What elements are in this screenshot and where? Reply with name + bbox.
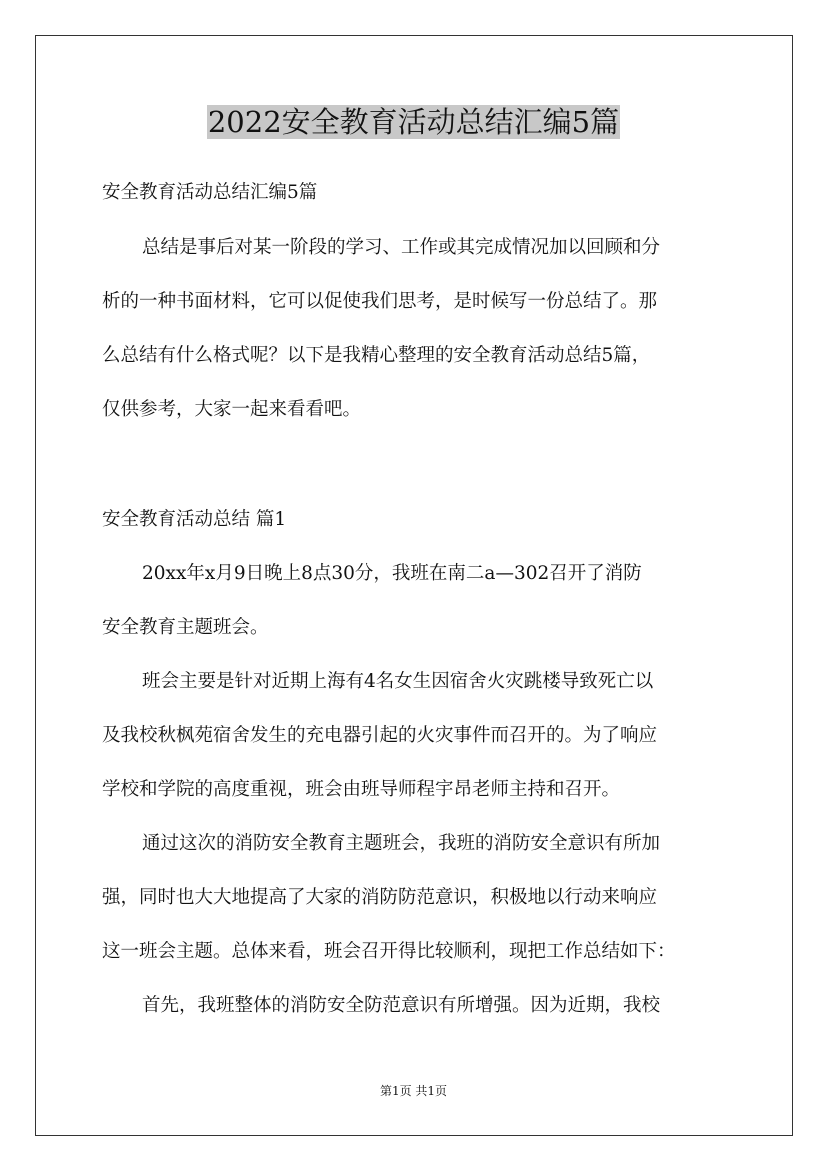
intro-line: 么总结有什么格式呢？以下是我精心整理的安全教育活动总结5篇， [102, 345, 651, 366]
page-footer: 第1页 共1页 [379, 1084, 448, 1098]
section-heading: 安全教育活动总结 篇1 [102, 509, 287, 530]
paragraph-line: 首先，我班整体的消防安全防范意识有所增强。因为近期，我校 [142, 995, 661, 1016]
intro-line: 仅供参考，大家一起来看看吧。 [102, 399, 362, 420]
paragraph-line: 通过这次的消防安全教育主题班会，我班的消防安全意识有所加 [142, 833, 661, 854]
intro-line: 析的一种书面材料，它可以促使我们思考，是时候写一份总结了。那 [102, 291, 658, 312]
document-title: 2022安全教育活动总结汇编5篇 [207, 105, 620, 139]
paragraph-line: 强，同时也大大地提高了大家的消防防范意识，积极地以行动来响应 [102, 887, 658, 908]
paragraph-line: 安全教育主题班会。 [102, 617, 269, 638]
intro-line: 总结是事后对某一阶段的学习、工作或其完成情况加以回顾和分 [142, 237, 661, 258]
paragraph-line: 20xx年x月9日晚上8点30分，我班在南二a—302召开了消防 [142, 563, 642, 584]
paragraph-line: 及我校秋枫苑宿舍发生的充电器引起的火灾事件而召开的。为了响应 [102, 725, 658, 746]
paragraph-line: 这一班会主题。总体来看，班会召开得比较顺利，现把工作总结如下： [102, 941, 676, 962]
paragraph-line: 班会主要是针对近期上海有4名女生因宿舍火灾跳楼导致死亡以 [142, 671, 654, 692]
document-subtitle: 安全教育活动总结汇编5篇 [102, 182, 318, 203]
paragraph-line: 学校和学院的高度重视，班会由班导师程宇昂老师主持和召开。 [102, 779, 621, 800]
